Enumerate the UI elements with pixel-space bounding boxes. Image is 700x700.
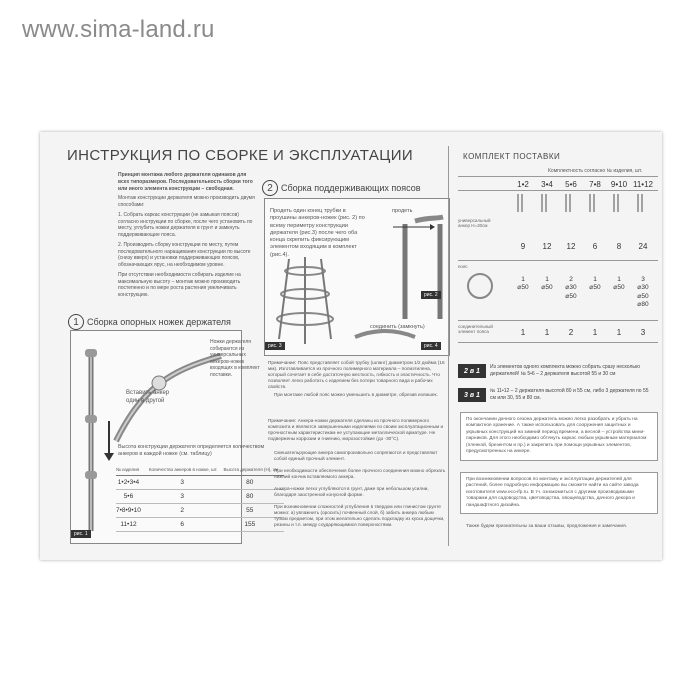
fig3-label: рис. 3 (265, 342, 285, 350)
sec2-note-hard-ground: При возникновении сложностей углубления в твердом или глинистом грунте можно: а) увлажнить (оросить) почвенный слой, б) забить анкера любым тупым предметом, при этом желательно сделать подкладку из куска дощечки, резины и т.п. между соударяющимися поверхностями. (274, 504, 445, 528)
left-pane (40, 132, 448, 560)
table-cell: 7•8•9•10 (116, 504, 149, 518)
contact-note: При возникновении вопросов по монтажу и эксплуатации держателей для растений, более подробную информацию вы сможете найти на сайте завода изготовителя www.eco-ifp.ru. В тч. ознакомиться с другими производимыми товарами для садоводства, цветоводства, овощеводства, дачного декора и ландшафтного дизайна. (460, 472, 658, 514)
kit-belt-size: ⌀30 (565, 284, 577, 292)
height-table (116, 466, 284, 532)
sec2-note-anchor: Примечание: Анкера-ножки держателя сделаны из прочного полимерного композита и являются завершенными изделиями по своим эксплуатационным и прочностным характеристикам не уступающие металлической арматуре. Не подвержены коррозии и гниению, морозостойкие (до -30°С). (268, 418, 444, 442)
kit-belt-size: ⌀50 (517, 284, 529, 292)
kit-belt-size: ⌀50 (565, 292, 577, 300)
sec2-text: Продеть один конец трубки в проушины анкеров-ножек (рис. 2) по всему периметру конструкции держателя (рис.3) после чего оба конца скрепить фиксирующим элементом входящим в комплект (рис.4). (270, 208, 365, 258)
intro-text (118, 172, 258, 302)
promo-3in1-tag: 3 в 1 (458, 388, 486, 402)
kit-table (458, 168, 658, 343)
kit-connector-count: 1 (520, 328, 526, 337)
kit-belt-cell (561, 276, 581, 301)
section-2-title: Сборка поддерживающих поясов (281, 183, 421, 193)
kit-belt-count: 1 (521, 276, 525, 283)
sec1-note: Ножки держателя собираются из универсальных анкеров-ножек входящих в комплект поставки. (210, 339, 260, 378)
kit-belt-size: ⌀50 (541, 284, 553, 292)
table-cell: 11•12 (116, 518, 149, 532)
table-cell: 80 (224, 490, 285, 504)
kit-belt-count: 2 (569, 276, 573, 283)
thanks-note: Также будем признательны за ваши отзывы, предложения и замечания. (466, 524, 628, 529)
section-2-heading (262, 180, 421, 196)
promo-3in1-text: № 11•12 – 2 держателя высотой 80 и 55 см, либо 3 держателя по 55 см или 30, 55 и 80 см. (490, 388, 649, 401)
intro-lead: Принцип монтажа любого держателя одинаков для всех типоразмеров. Последовательность сборки того или иного элемента конструкции – свободная. (118, 172, 253, 192)
kit-belt-count: 1 (617, 276, 621, 283)
height-table-intro: Высота конструкции держателя определяется количеством анкеров в каждой ножке (см. таблицу) (118, 444, 265, 457)
kit-belt-cell (513, 276, 533, 293)
kit-col-header: 11•12 (633, 180, 654, 189)
table-cell: 155 (224, 518, 285, 532)
kit-connector-count: 1 (592, 328, 598, 337)
kit-belt-cell (585, 276, 605, 293)
kit-belt-size: ⌀50 (589, 284, 601, 292)
sec2-arrow-label: продеть (392, 208, 413, 214)
kit-title: КОМПЛЕКТ ПОСТАВКИ (463, 152, 561, 161)
section-2-number: 2 (262, 180, 278, 196)
kit-anchor-count: 9 (520, 242, 526, 251)
instruction-sheet (40, 132, 662, 560)
promo-2in1-tag: 2 в 1 (458, 364, 486, 378)
kit-belt-size: ⌀30 (637, 284, 649, 292)
kit-belt-cell (537, 276, 557, 293)
intro-p3: 2. Производить сборку конструкции по месту, путем последовательного наращивания конструкции по высоте (снизу вверх) и установки поддерживающих поясов, обозначающих ярус, на необходимом уровне. (118, 241, 251, 268)
table-cell: 55 (224, 504, 285, 518)
sec2-note-mate: Смешательрующие анкера самопроизвольно сопрягаются и представляют собой единый прочный элемент. (274, 450, 438, 462)
kit-connector-count: 2 (568, 328, 574, 337)
height-table-header: Количество анкеров в ножке, шт. (149, 466, 224, 476)
table-row (116, 504, 284, 518)
table-row (116, 490, 284, 504)
kit-divider (458, 190, 658, 191)
kit-anchor-count: 8 (616, 242, 622, 251)
table-cell: 6 (149, 518, 224, 532)
kit-belt-count: 1 (593, 276, 597, 283)
intro-p1: Монтаж конструкции держателя можно производить двумя способами: (118, 195, 255, 208)
kit-col-header: 7•8 (589, 180, 601, 189)
table-cell: 2 (149, 504, 224, 518)
promo-2in1-text: Из элементов одного комплекта можно собрать сразу несколько держателей! № 5•6 – 2 держателя высотой 55 и 30 см (490, 364, 640, 377)
table-row (116, 476, 284, 490)
section-1-heading (68, 314, 231, 330)
kit-divider (458, 320, 658, 321)
height-table-header: № изделия (116, 466, 149, 476)
table-cell: 80 (224, 476, 285, 490)
table-cell: 1•2•3•4 (116, 476, 149, 490)
sec1-insert-label: Вставить анкер один в другой (126, 390, 170, 404)
kit-row-label-belt: пояс (458, 264, 468, 269)
intro-p4: При отсутствии необходимости собирать изделие на максимальную высоту – монтаж можно производить постепенно и по мере роста растения увеличивать конструкцию. (118, 271, 241, 298)
sec2-note-cut: При необходимости обеспечения более прочного соединения можно обрезать нижний кончик вставляемого анкера. (274, 468, 446, 480)
kit-col-header: 5•6 (565, 180, 577, 189)
kit-belt-size: ⌀50 (613, 284, 625, 292)
kit-belt-count: 3 (641, 276, 645, 283)
kit-belt-size: ⌀50 (637, 292, 649, 300)
intro-p2: 1. Собрать каркас конструкции (не замыкая поясов) согласно инструкции по сборке, после чего установить по месту, углубить ножки держателя в грунт и замкнуть поддерживающие пояса. (118, 211, 253, 238)
kit-connector-count: 3 (640, 328, 646, 337)
kit-divider (458, 342, 658, 343)
belt-ring-icon (464, 270, 496, 302)
kit-belt-count: 1 (545, 276, 549, 283)
promo-2in1 (458, 364, 658, 380)
right-pane (448, 132, 662, 560)
kit-anchor-count: 12 (542, 242, 552, 251)
section-1-number: 1 (68, 314, 84, 330)
kit-row-label-connector: соединительный элемент пояса (458, 324, 493, 335)
page-title: ИНСТРУКЦИЯ ПО СБОРКЕ И ЭКСПЛУАТАЦИИ (67, 147, 414, 164)
kit-connector-count: 1 (544, 328, 550, 337)
sec2-note-belt: Примечание: Пояс представляет собой трубку (шланг) диаметром 1/2 дюйма (16 мм). Изготавливается из прочного полимерного материала – полиэтилена, который сочетает в себе достаточную жесткость, гибкость и эластичность. Что позволяет легко работать с изделием без потери товарного вида и рабочих свойств. (268, 360, 445, 390)
height-table-header: Высота держателя (Н), см (224, 466, 285, 476)
table-cell: 5•6 (116, 490, 149, 504)
kit-belt-size: ⌀80 (637, 301, 649, 309)
sec2-connect-label: соединить (замкнуть) (370, 324, 425, 330)
kit-col-header: 1•2 (517, 180, 529, 189)
sec2-note-ground: Анкера-ножки легко углубляются в грунт, даже при небольшом усилии, благодаря заостренной конусной форме. (274, 486, 429, 498)
section-1-title: Сборка опорных ножек держателя (87, 317, 231, 327)
kit-col-header: 9•10 (610, 180, 628, 189)
kit-connector-count: 1 (616, 328, 622, 337)
watermark-text: www.sima-land.ru (22, 16, 215, 43)
table-cell: 3 (149, 490, 224, 504)
fig2-label: рис. 2 (421, 291, 441, 299)
kit-anchor-count: 6 (592, 242, 598, 251)
promo-3in1 (458, 388, 658, 404)
kit-col-header: 3•4 (541, 180, 553, 189)
kit-divider (458, 260, 658, 261)
kit-anchor-count: 24 (638, 242, 648, 251)
kit-belt-cell (609, 276, 629, 293)
sec2-note-trim: При монтаже любой пояс можно уменьшить в диаметре, обрезав излишек. (274, 392, 438, 397)
kit-anchor-count: 12 (566, 242, 576, 251)
kit-row-label-anchor: универсальный анкер Н=30см (458, 218, 491, 229)
table-row (116, 518, 284, 532)
fig4-label: рис. 4 (421, 342, 441, 350)
anchor-icons (512, 192, 656, 214)
kit-divider (458, 176, 658, 177)
kit-belt-cell (633, 276, 653, 310)
table-cell: 3 (149, 476, 224, 490)
season-note: По окончании дачного сезона держатель можно легко разобрать и убрать на компактное хранение. А также использовать для сооружения защитных и укрывных конструкций на зимний период времени, а весной – устройства мини-парников. Для этого необходимо обтянуть каркас любым укрывным материалом (пленкой, брезентом и пр.) и закрепить при помощи укрывных элементов, предусмотренных на анкере. (460, 412, 658, 461)
kit-caption: Комплектность согласно № изделия, шт. (548, 168, 643, 174)
fig1-label: рис. 1 (71, 530, 91, 538)
